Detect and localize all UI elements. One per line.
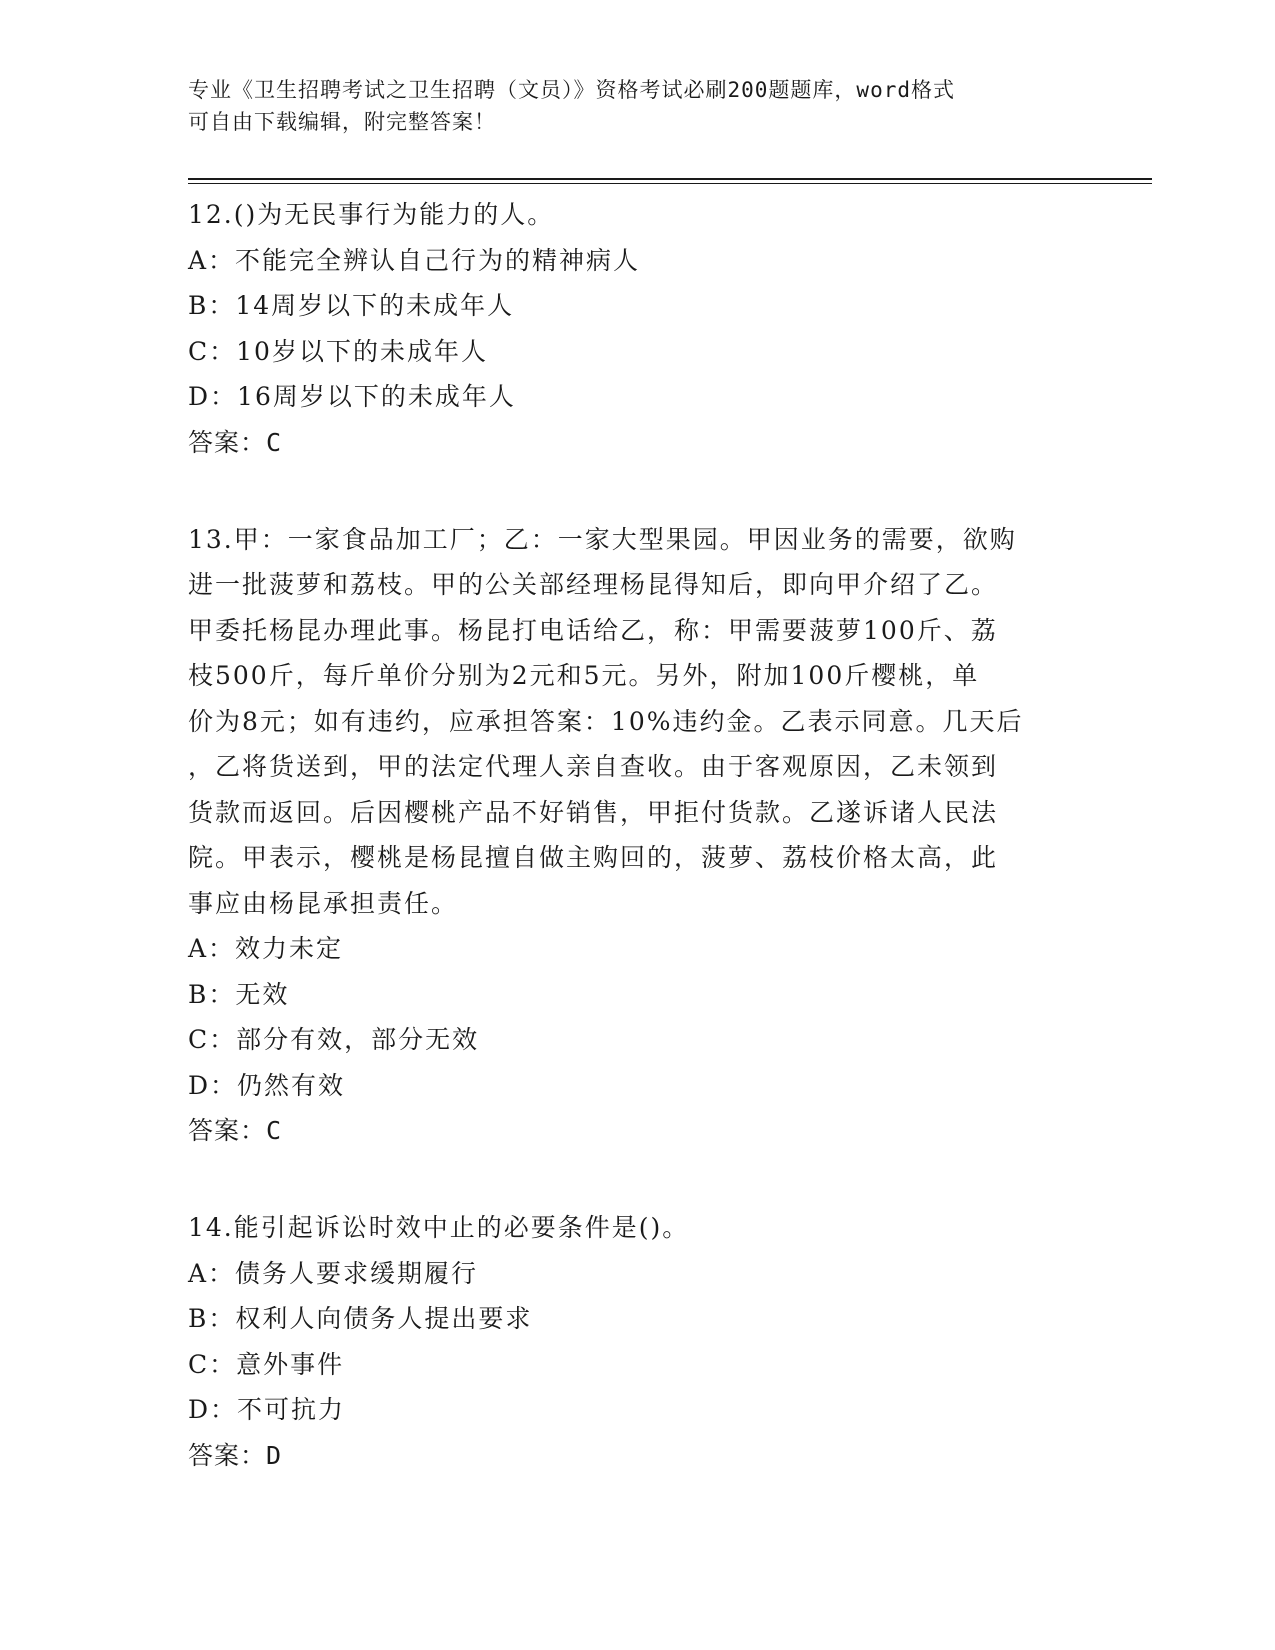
answer-line: 答案：C xyxy=(188,1116,283,1145)
question-list xyxy=(188,192,1088,1530)
question-stem-line: 进一批菠萝和荔枝。甲的公关部经理杨昆得知后，即向甲介绍了乙。 xyxy=(188,570,999,599)
answer-line: 答案：D xyxy=(188,1440,283,1470)
option-d: D：不可抗力 xyxy=(188,1395,346,1424)
question-stem-line: 货款而返回。后因樱桃产品不好销售，甲拒付货款。乙遂诉诸人民法 xyxy=(188,797,999,827)
option-a: A：债务人要求缓期履行 xyxy=(188,1258,479,1288)
question-stem-line: 12.()为无民事行为能力的人。 xyxy=(188,200,555,229)
option-c: C：部分有效，部分无效 xyxy=(188,1025,480,1054)
question-12 xyxy=(188,192,1088,466)
question-stem-line: 事应由杨昆承担责任。 xyxy=(188,888,459,918)
question-stem-line: 14.能引起诉讼时效中止的必要条件是()。 xyxy=(188,1213,690,1242)
question-13 xyxy=(188,517,1088,1155)
document-header xyxy=(188,74,1068,138)
option-a: A：效力未定 xyxy=(188,934,344,963)
option-b: B：14周岁以下的未成年人 xyxy=(188,291,515,320)
option-c: C：10岁以下的未成年人 xyxy=(188,336,488,366)
option-b: B：权利人向债务人提出要求 xyxy=(188,1304,533,1333)
question-stem-line: 13.甲：一家食品加工厂；乙：一家大型果园。甲因业务的需要，欲购 xyxy=(188,524,1017,554)
question-stem-line: 院。甲表示，樱桃是杨昆擅自做主购回的，菠萝、荔枝价格太高，此 xyxy=(188,843,999,872)
question-stem xyxy=(188,517,1088,927)
option-b: B：无效 xyxy=(188,979,290,1009)
question-stem-line: 枝500斤，每斤单价分别为2元和5元。另外，附加100斤樱桃，单 xyxy=(188,661,980,690)
header-divider-thick xyxy=(188,178,1152,180)
option-c: C：意外事件 xyxy=(188,1349,345,1379)
question-stem-line: ，乙将货送到，甲的法定代理人亲自查收。由于客观原因，乙未领到 xyxy=(188,752,999,781)
question-14 xyxy=(188,1205,1088,1479)
option-d: D：仍然有效 xyxy=(188,1070,346,1100)
question-stem-line: 价为8元；如有违约，应承担答案：10%违约金。乙表示同意。几天后 xyxy=(188,706,1024,736)
question-stem xyxy=(188,1205,1088,1251)
header-line: 可自由下载编辑，附完整答案！ xyxy=(188,110,496,134)
option-d: D：16周岁以下的未成年人 xyxy=(188,382,516,411)
question-stem-line: 甲委托杨昆办理此事。杨昆打电话给乙，称：甲需要菠萝100斤、荔 xyxy=(188,615,998,645)
option-a: A：不能完全辨认自己行为的精神病人 xyxy=(188,245,641,275)
answer-line: 答案：C xyxy=(188,427,283,457)
header-line: 专业《卫生招聘考试之卫生招聘（文员）》资格考试必刷200题题库，word格式 xyxy=(188,78,955,102)
header-divider-thin xyxy=(188,183,1152,184)
question-stem xyxy=(188,192,1088,238)
